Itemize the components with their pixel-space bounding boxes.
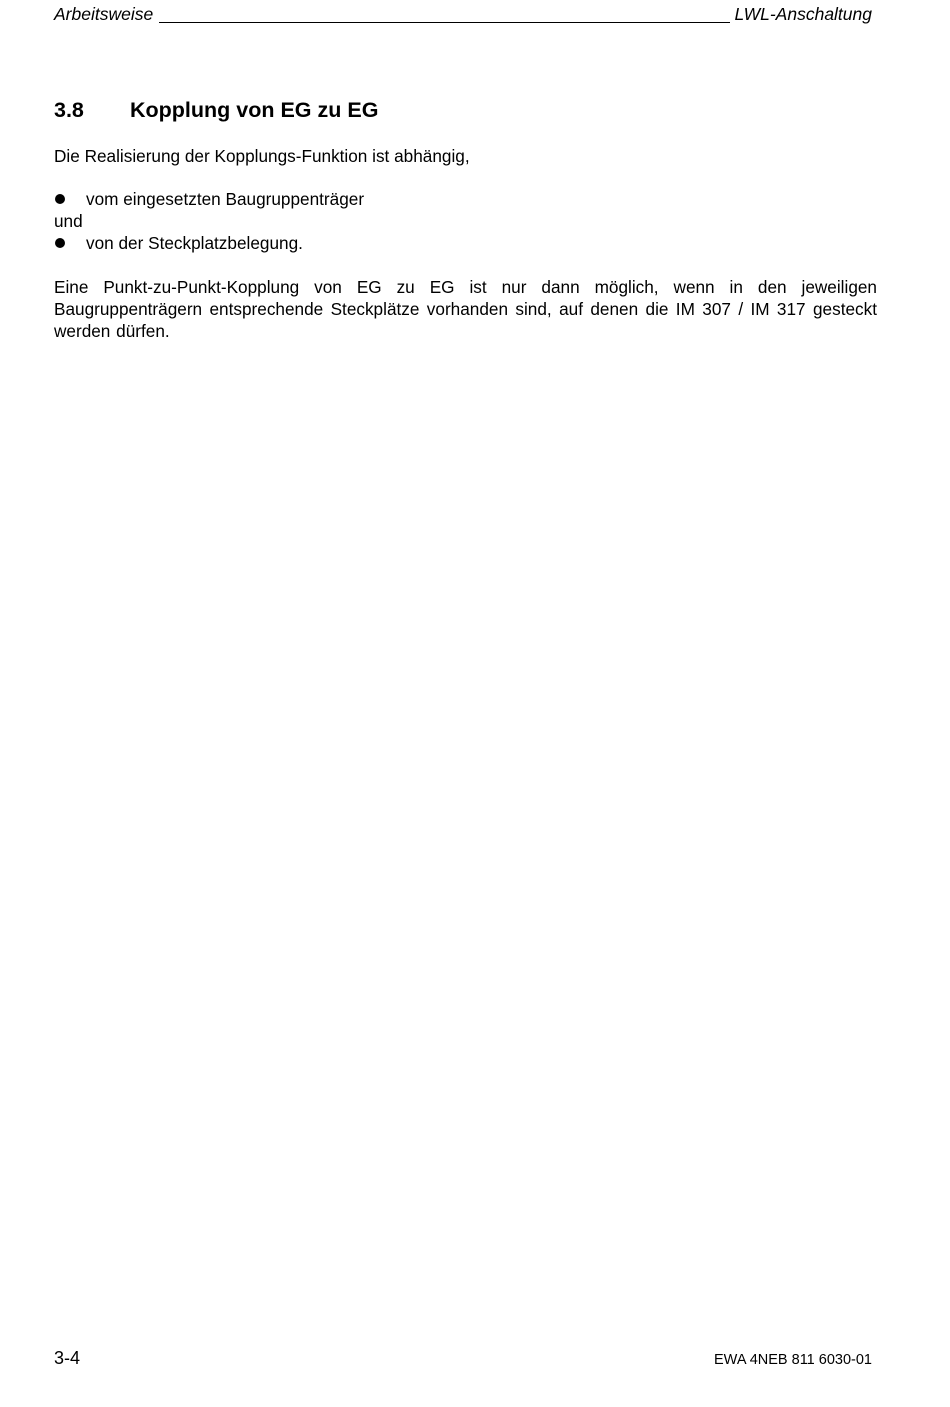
section-heading: [54, 96, 378, 124]
running-header: [54, 0, 872, 26]
document-code: EWA 4NEB 811 6030-01: [714, 1352, 872, 1368]
section-title: Kopplung von EG zu EG: [130, 98, 379, 122]
bullet-icon: [55, 194, 65, 204]
list-item-text: von der Steckplatzbelegung.: [86, 233, 303, 253]
bullet-icon: [55, 238, 65, 248]
list-connector: und: [54, 211, 83, 231]
page-number: 3-4: [54, 1348, 81, 1368]
intro-sentence: Die Realisierung der Kopplungs-Funktion ist abhängig,: [54, 146, 470, 166]
section-number: 3.8: [54, 98, 84, 122]
list-item: [54, 188, 877, 210]
header-chapter-title: Arbeitsweise: [54, 3, 154, 24]
header-rule: [159, 22, 729, 23]
bullet-list: [54, 188, 877, 254]
list-item-text: vom eingesetzten Baugruppenträger: [86, 189, 365, 209]
body-paragraph: Eine Punkt-zu-Punkt-Kopplung von EG zu EG ist nur dann möglich, wenn in den jeweiligen Baugruppenträgern entsprechende Steckplätze vorhanden sind, auf denen die IM 307 / IM 317 gesteckt werden dürfen.: [54, 277, 877, 341]
header-document-title: LWL-Anschaltung: [734, 3, 872, 24]
list-item: [54, 232, 877, 254]
